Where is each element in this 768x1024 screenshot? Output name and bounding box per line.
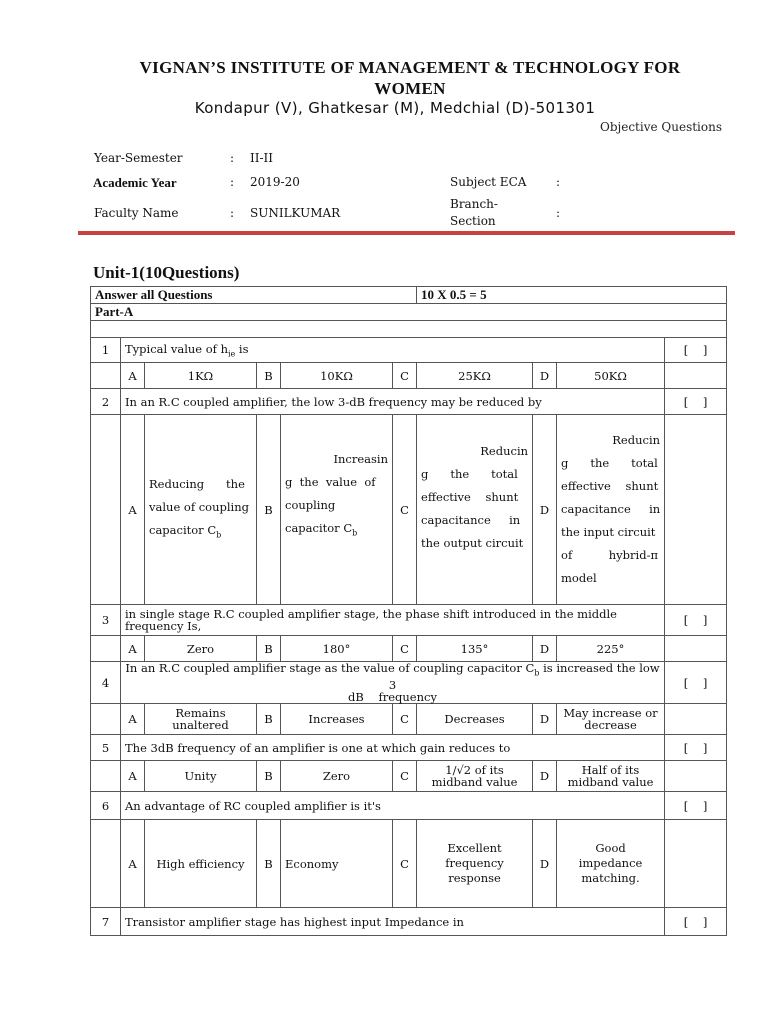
marks-text: 10 X 0.5 = 5	[417, 287, 727, 304]
option-line-text: capacitor C	[149, 522, 217, 537]
option-line: model	[561, 571, 597, 585]
options-row	[91, 704, 727, 735]
question-number: 2	[91, 389, 121, 415]
spacer-cell	[665, 820, 727, 908]
option-letter-c: C	[393, 820, 417, 908]
answer-bracket[interactable]: [ ]	[665, 908, 727, 936]
option-letter-d: D	[533, 704, 557, 735]
option-a	[145, 704, 257, 735]
institute-name-line1: VIGNAN’S INSTITUTE OF MANAGEMENT & TECHNOLOGY FOR	[139, 58, 681, 77]
spacer-cell	[665, 415, 727, 605]
option-letter-a: A	[121, 820, 145, 908]
option-letter-c: C	[393, 415, 417, 605]
question-row	[91, 908, 727, 936]
option-letter-c: C	[393, 704, 417, 735]
institute-name	[80, 57, 740, 99]
option-line: May increase or	[563, 706, 658, 721]
header-divider	[78, 231, 735, 235]
branch-label-line1: Branch-	[450, 197, 498, 211]
spacer-cell	[665, 761, 727, 792]
option-c	[417, 820, 533, 908]
instruction-text: Answer all Questions	[91, 287, 417, 304]
question-text-part: In an R.C coupled amplifier stage as the value of coupling capacitor C	[125, 661, 535, 675]
option-line: effective shunt	[421, 490, 519, 504]
question-number: 6	[91, 792, 121, 820]
option-letter-a: A	[121, 761, 145, 792]
year-semester-label: Year-Semester	[94, 151, 183, 165]
option-letter-d: D	[533, 415, 557, 605]
option-letter-a: A	[121, 415, 145, 605]
question-text	[121, 662, 665, 704]
colon: :	[556, 175, 561, 189]
option-line: frequency	[445, 856, 504, 871]
answer-bracket[interactable]: [ ]	[665, 792, 727, 820]
option-line: midband value	[567, 775, 654, 790]
spacer-cell	[665, 704, 727, 735]
answer-bracket[interactable]: [ ]	[665, 605, 727, 636]
option-line-text: capacitor C	[285, 521, 353, 536]
option-line: capacitance in	[421, 513, 521, 527]
options-row	[91, 363, 727, 389]
option-a: Unity	[145, 761, 257, 792]
option-letter-b: B	[257, 363, 281, 389]
part-row	[91, 304, 727, 321]
option-line: g the value of	[285, 475, 376, 490]
option-line: coupling	[285, 498, 336, 513]
academic-year-label: Academic Year	[93, 175, 177, 190]
spacer-cell	[91, 636, 121, 662]
colon: :	[230, 206, 235, 220]
question-text-part: Typical value of h	[125, 341, 228, 356]
question-number: 4	[91, 662, 121, 704]
unit-title: Unit-1(10Questions)	[93, 263, 240, 282]
question-row	[91, 735, 727, 761]
answer-bracket[interactable]: [ ]	[665, 389, 727, 415]
option-line: midband value	[431, 775, 518, 790]
question-row	[91, 662, 727, 704]
option-letter-c: C	[393, 761, 417, 792]
option-c	[417, 415, 533, 605]
year-semester-value: II-II	[250, 151, 274, 165]
subscript: b	[534, 668, 540, 678]
option-letter-b: B	[257, 636, 281, 662]
option-line	[149, 519, 252, 546]
option-line: capacitance in	[561, 502, 661, 516]
option-b: 10KΩ	[281, 363, 393, 389]
option-line: Increasin	[333, 452, 388, 467]
answer-bracket[interactable]: [ ]	[665, 662, 727, 704]
option-line: Reducin	[480, 444, 529, 458]
questions-table	[90, 286, 727, 936]
question-text-line	[125, 662, 660, 691]
colon: :	[230, 175, 235, 189]
option-letter-b: B	[257, 761, 281, 792]
branch-label-line2: Section	[450, 214, 496, 228]
options-row	[91, 820, 727, 908]
option-letter-d: D	[533, 820, 557, 908]
option-d: 225°	[557, 636, 665, 662]
question-text-line: dB frequency	[348, 690, 437, 705]
option-line: of hybrid-π	[561, 548, 659, 562]
subscript: ie	[227, 349, 236, 359]
option-letter-a: A	[121, 363, 145, 389]
option-letter-a: A	[121, 704, 145, 735]
option-line: 1/√2 of its	[445, 763, 504, 778]
option-line: impedance	[578, 856, 643, 871]
option-line: value of coupling	[149, 499, 249, 514]
options-row	[91, 761, 727, 792]
spacer-cell	[665, 363, 727, 389]
options-row	[91, 415, 727, 605]
option-line: matching.	[581, 871, 640, 886]
option-line: g the total	[561, 456, 658, 470]
spacer-cell	[91, 820, 121, 908]
option-line: the output circuit	[421, 536, 524, 550]
spacer-cell	[91, 363, 121, 389]
option-line: effective shunt	[561, 479, 659, 493]
option-b: Increases	[281, 704, 393, 735]
question-row	[91, 338, 727, 363]
question-text: In an R.C coupled amplifier, the low 3-dB frequency may be reduced by	[121, 389, 665, 415]
question-text: An advantage of RC coupled amplifier is it's	[121, 792, 665, 820]
option-d	[557, 415, 665, 605]
question-text-line: frequency Is,	[125, 619, 202, 633]
spacer-cell	[91, 761, 121, 792]
option-c: 135°	[417, 636, 533, 662]
options-row	[91, 636, 727, 662]
academic-year-value: 2019-20	[250, 175, 300, 189]
option-letter-b: B	[257, 704, 281, 735]
option-a: 1KΩ	[145, 363, 257, 389]
option-letter-c: C	[393, 363, 417, 389]
option-letter-c: C	[393, 636, 417, 662]
question-number: 3	[91, 605, 121, 636]
answer-bracket[interactable]: [ ]	[665, 338, 727, 363]
institute-address: Kondapur (V), Ghatkesar (M), Medchial (D)-501301	[194, 99, 596, 117]
answer-bracket[interactable]: [ ]	[665, 735, 727, 761]
option-line: Excellent	[447, 841, 502, 856]
part-label: Part-A	[91, 304, 727, 321]
colon: :	[556, 206, 561, 220]
option-line: decrease	[584, 718, 637, 733]
option-a: Zero	[145, 636, 257, 662]
option-letter-a: A	[121, 636, 145, 662]
option-line: Half of its	[581, 763, 640, 778]
question-row	[91, 389, 727, 415]
institute-name-line2: WOMEN	[374, 79, 446, 98]
option-line: response	[448, 871, 501, 886]
option-c: Decreases	[417, 704, 533, 735]
subscript: b	[216, 530, 222, 540]
question-row	[91, 792, 727, 820]
option-letter-b: B	[257, 415, 281, 605]
instruction-row	[91, 287, 727, 304]
option-line: Remains	[175, 706, 226, 721]
option-a	[145, 415, 257, 605]
option-line	[285, 517, 388, 544]
blank-row	[91, 321, 727, 338]
option-a: High efficiency	[145, 820, 257, 908]
option-b: Zero	[281, 761, 393, 792]
option-b: 180°	[281, 636, 393, 662]
blank-cell	[91, 321, 727, 338]
question-text: The 3dB frequency of an amplifier is one at which gain reduces to	[121, 735, 665, 761]
document-type: Objective Questions	[599, 120, 722, 134]
option-line: g the total	[421, 467, 518, 481]
option-b: Economy	[281, 820, 393, 908]
option-b	[281, 415, 393, 605]
subscript: b	[352, 528, 358, 538]
question-text-line: in single stage R.C coupled amplifier stage, the phase shift introduced in the middle	[125, 607, 617, 621]
option-letter-d: D	[533, 363, 557, 389]
option-letter-d: D	[533, 761, 557, 792]
faculty-name-label: Faculty Name	[94, 206, 179, 220]
question-text-part: is increased the low 3	[388, 661, 660, 693]
option-c: 25KΩ	[417, 363, 533, 389]
option-line: the input circuit	[561, 525, 656, 539]
question-number: 1	[91, 338, 121, 363]
subject-label: Subject ECA	[450, 175, 527, 189]
spacer-cell	[665, 636, 727, 662]
option-line: Good	[595, 841, 626, 856]
question-text: Transistor amplifier stage has highest input Impedance in	[121, 908, 665, 936]
question-number: 5	[91, 735, 121, 761]
option-line: Reducin	[612, 433, 661, 447]
spacer-cell	[91, 415, 121, 605]
option-line: unaltered	[172, 718, 229, 733]
question-text	[121, 605, 665, 636]
option-c	[417, 761, 533, 792]
spacer-cell	[91, 704, 121, 735]
option-d	[557, 761, 665, 792]
question-text	[121, 338, 665, 363]
question-row	[91, 605, 727, 636]
option-d: 50KΩ	[557, 363, 665, 389]
option-letter-d: D	[533, 636, 557, 662]
option-line: Reducing the	[149, 476, 245, 491]
question-number: 7	[91, 908, 121, 936]
option-d	[557, 820, 665, 908]
colon: :	[230, 151, 235, 165]
option-d	[557, 704, 665, 735]
question-text-part: is	[235, 341, 249, 356]
option-letter-b: B	[257, 820, 281, 908]
faculty-name-value: SUNILKUMAR	[250, 206, 341, 220]
